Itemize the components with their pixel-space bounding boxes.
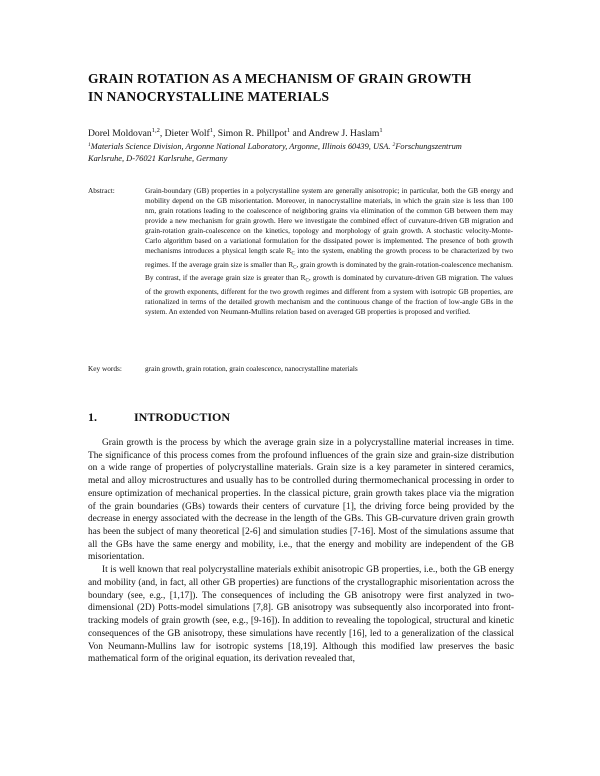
subscript: C: [305, 278, 309, 284]
body-text: [88, 437, 514, 666]
author-list: [88, 127, 383, 139]
paragraph: Grain growth is the process by which the average grain size in a polycrystalline material increases in time. The significance of this process comes from the profound influences of the grain size and grain-size distribution on a wide range of properties of polycrystalline materials. Grain size is a key parameter in sintered ceramics, metal and alloy microstructures and usually has to be controlled during thermomechanical processing in order to ensure optimization of mechanical properties. In the classical picture, grain growth takes place via the migration of the grain boundaries (GBs) towards their centers of curvature [1], the driving force being provided by the decrease in energy associated with the decrease in the length of the GBs. This GB-curvature driven grain growth has been the subject of many theoretical [2-6] and simulation studies [7-16]. Most of the simulations assume that all the GBs have the same energy and mobility, i.e., that the energy and mobility are independent of the GB misorientation.: [88, 438, 514, 563]
abstract-part: , grain growth is dominated by the grain-rotation-coalescence mechanism. By contrast, if the average grain size is greater than R: [145, 259, 513, 283]
author-separator: ,: [213, 128, 218, 139]
abstract-label: Abstract:: [88, 186, 115, 195]
author-name: Simon R. Phillpot: [217, 128, 287, 139]
affiliation-mark: 1: [88, 142, 91, 148]
affiliation-1: Materials Science Division, Argonne National Laboratory, Argonne, Illinois 60439, USA.: [90, 142, 391, 151]
author-separator: and: [290, 128, 309, 139]
author-affiliation-mark: 1: [379, 127, 383, 134]
author-name: Dieter Wolf: [164, 128, 210, 139]
subscript: C: [291, 251, 295, 257]
author-affiliation-mark: 1: [286, 127, 291, 134]
abstract-part: into the system, enabling the growth process to be characterized by two regimes. If the average grain size is smaller than R: [145, 246, 513, 269]
keywords-label: Key words:: [88, 364, 122, 373]
affiliation-2-start: Forschungszentrum: [395, 142, 462, 151]
affiliations: [88, 140, 528, 164]
abstract-part: Grain-boundary (GB) properties in a polycrystalline system are generally anisotropic; in particular, both the GB energy and mobility depend on the GB misorientation. Moreover, in nanocrystalline materials, in which the grain size is less than 100 nm, grain rotations leading to the coalescence of neighboring grains via elimination of the common GB between them may provide a new mechanism for grain growth. Here we investigate the combined effect of curvature-driven GB migration and grain-rotation grain-coalescence on the kinetics, topology and morphology of grain growth. A stochastic velocity-Monte-Carlo algorithm based on a variational formulation for the dissipated power is implemented. The presence of both growth mechanisms introduces a physical length scale R: [145, 186, 513, 256]
author-affiliation-mark: 1: [209, 127, 213, 134]
author-affiliation-mark: 1,2: [151, 127, 160, 134]
affiliation-2-end: Karlsruhe, D-76021 Karlsruhe, Germany: [88, 153, 228, 163]
subscript: C: [293, 265, 297, 271]
paper-title: [88, 70, 528, 106]
keywords-text: grain growth, grain rotation, grain coalescence, nanocrystalline materials: [145, 364, 358, 373]
title-line-2: IN NANOCRYSTALLINE MATERIALS: [88, 89, 330, 104]
abstract-text: [145, 186, 513, 317]
title-line-1: GRAIN ROTATION AS A MECHANISM OF GRAIN GROWTH: [88, 71, 472, 86]
section-heading: INTRODUCTION: [134, 410, 231, 424]
author-separator: ,: [159, 128, 165, 139]
paragraph: It is well known that real polycrystalline materials exhibit anisotropic GB properties, i.e., both the GB energy and mobility (and, in fact, all other GB properties) are functions of the crystallographic misorientation across the boundary (see, e.g., [1,17]). The consequences of including the GB anisotropy were first analyzed in two-dimensional (2D) Potts-model simulations [7,8]. GB anisotropy was subsequently also incorporated into front-tracking models of grain growth (see, e.g., [9-16]). In addition to revealing the topological, structural and kinetic consequences of the GB anisotropy, these simulations have recently [16], led to a generalization of the classical Von Neumann-Mullins law for isotropic systems [18,19]. Although this modified law preserves the basic mathematical form of the original equation, its derivation revealed that,: [88, 565, 514, 665]
section-number: 1.: [88, 410, 97, 424]
author-name: Dorel Moldovan: [88, 128, 152, 139]
author-name: Andrew J. Haslam: [308, 128, 380, 139]
affiliation-mark: 2: [392, 142, 396, 148]
abstract-part: , growth is dominated by curvature-driven GB migration. The values of the growth exponents, different for the two growth regimes and different from a system with isotropic GB properties, are rationalized in terms of the detailed growth mechanism and the continuous change of the fraction of low-angle GBs in the system. An extended von Neumann-Mullins relation based on averaged GB properties is proposed and verified.: [145, 273, 514, 317]
